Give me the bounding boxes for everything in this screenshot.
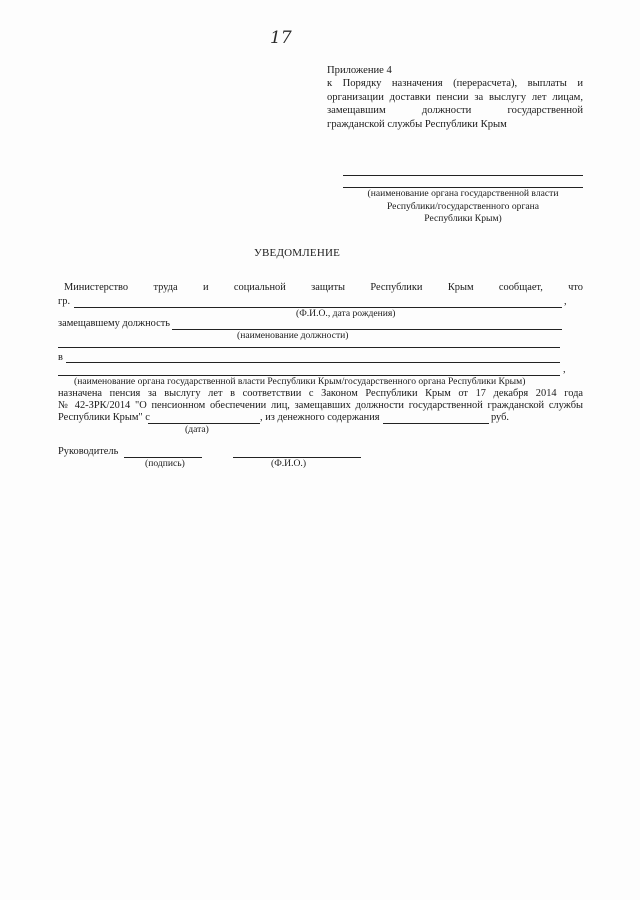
annex-header — [327, 64, 583, 131]
annex-line: гражданской службы Республики Крым — [327, 118, 507, 130]
annex-line: организации доставки пенсии за выслугу лет лицам, — [327, 91, 583, 103]
signature-fio-caption: (Ф.И.О.) — [271, 458, 307, 469]
signature-caption: (подпись) — [145, 458, 185, 469]
annex-line: к Порядку назначения (перерасчета), выплаты и — [327, 78, 583, 90]
annex-title: Приложение 4 — [327, 65, 392, 76]
date-caption: (дата) — [185, 424, 209, 435]
page-number-handwritten: 17 — [270, 28, 292, 48]
org-caption: (наименование органа государственной власти Республики Крым/государственного органа Республики Крым) — [74, 376, 526, 387]
position-line — [172, 329, 562, 330]
salary-line — [383, 423, 489, 424]
recipient-caption: (наименование органа государственной власти Республики/государственного органа Республики Крым) — [367, 188, 559, 224]
paragraph-line: Республики Крым" с — [58, 412, 150, 423]
position-caption: (наименование должности) — [237, 330, 349, 341]
paragraph-line: руб. — [491, 412, 510, 423]
comma: , — [563, 364, 566, 375]
document-title: УВЕДОМЛЕНИЕ — [254, 247, 341, 259]
paragraph-line: назначена пенсия за выслугу лет в соответствии с Законом Республики Крым от 17 декабря 2014 года — [58, 388, 583, 399]
comma: , — [564, 296, 567, 307]
citizen-prefix: гр. — [58, 296, 71, 307]
recipient-line-1 — [343, 175, 583, 176]
intro-text: Министерство труда и социальной защиты Республики Крым сообщает, что — [64, 282, 583, 293]
fio-caption: (Ф.И.О., дата рождения) — [296, 308, 396, 319]
paragraph-line: , из денежного содержания — [260, 412, 380, 423]
paragraph-line: № 42-ЗРК/2014 "О пенсионном обеспечении лиц, замещавших должности государственной гражданской службы — [58, 400, 583, 411]
org-line-1 — [58, 347, 560, 348]
position-prefix: замещавшему должность — [58, 318, 171, 329]
org-line-2 — [66, 362, 560, 363]
annex-line: замещавшим должности государственной — [327, 105, 583, 117]
in-prefix: в — [58, 352, 63, 363]
signature-role: Руководитель — [58, 446, 119, 457]
